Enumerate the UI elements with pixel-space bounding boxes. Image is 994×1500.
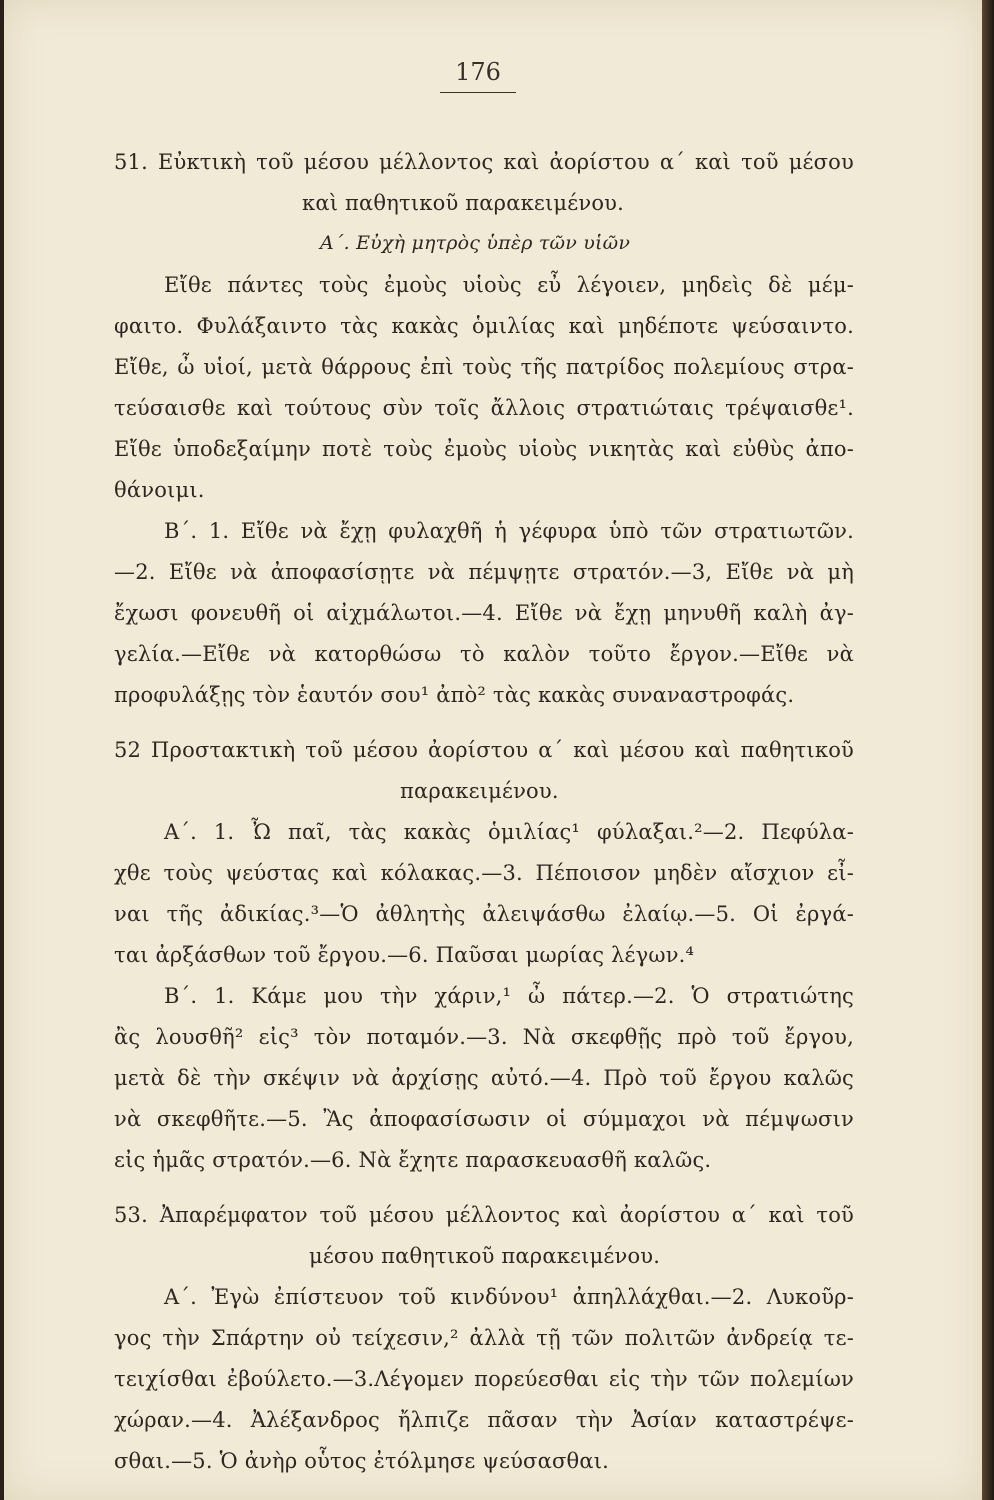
book-edge	[982, 0, 994, 1500]
text-line: χθε τοὺς ψεύστας καὶ κόλακας.—3. Πέποισον μηδὲν αἴσχιον εἶ-	[114, 861, 854, 885]
text-line: ται ἀρξάσθων τοῦ ἔργου.—6. Παῦσαι μωρίας λέγων.⁴	[114, 943, 695, 967]
text-line: Β΄. 1. Εἴθε νὰ ἔχῃ φυλαχθῆ ἡ γέφυρα ὑπὸ τῶν στρατιωτῶν.	[164, 519, 854, 543]
text-line: χώραν.—4. Ἀλέξανδρος ἤλπιζε πᾶσαν τὴν Ἀσίαν καταστρέψε-	[114, 1408, 854, 1432]
text-line: σθαι.—5. Ὁ ἀνὴρ οὗτος ἐτόλμησε ψεύσασθαι.	[114, 1449, 610, 1473]
text-line: Εἴθε, ὦ υἱοί, μετὰ θάρρους ἐπὶ τοὺς τῆς πατρίδος πολεμίους στρα-	[114, 355, 854, 379]
text-line: —2. Εἴθε νὰ ἀποφασίσῃτε νὰ πέμψῃτε στρατόν.—3, Εἴθε νὰ μὴ	[114, 560, 854, 584]
page-number: 176	[440, 58, 516, 93]
section-53-heading-line-1: 53. Ἀπαρέμφατον τοῦ μέσου μέλλοντος καὶ ἀορίστου α΄ καὶ τοῦ	[114, 1203, 854, 1227]
text-line: Εἴθε ὑποδεξαίμην ποτὲ τοὺς ἐμοὺς υἱοὺς νικητὰς καὶ εὐθὺς ἀπο-	[114, 437, 854, 461]
text-line: Εἴθε πάντες τοὺς ἐμοὺς υἱοὺς εὖ λέγοιεν, μηδεὶς δὲ μέμ-	[164, 273, 854, 297]
section-51-heading-line-1: 51. Εὐκτικὴ τοῦ μέσου μέλλοντος καὶ ἀορίστου α΄ καὶ τοῦ μέσου	[114, 150, 854, 174]
text-line: μετὰ δὲ τὴν σκέψιν νὰ ἀρχίσῃς αὐτό.—4. Πρὸ τοῦ ἔργου καλῶς	[114, 1066, 854, 1090]
section-53-heading-line-2: μέσου παθητικοῦ παρακειμένου.	[309, 1244, 661, 1268]
subsection-title: Α΄. Εὐχὴ μητρὸς ὑπὲρ τῶν υἱῶν	[320, 232, 631, 254]
text-line: νὰ σκεφθῆτε.—5. Ἂς ἀποφασίσωσιν οἱ σύμμαχοι νὰ πέμψωσιν	[114, 1107, 854, 1131]
section-52-heading-line-1: 52 Προστακτικὴ τοῦ μέσου ἀορίστου α΄ καὶ μέσου καὶ παθητικοῦ	[114, 738, 854, 762]
text-line: θάνοιμι.	[114, 478, 205, 502]
text-line: γος τὴν Σπάρτην οὐ τείχεσιν,² ἀλλὰ τῇ τῶν πολιτῶν ἀνδρείᾳ τε-	[114, 1326, 854, 1350]
text-line: προφυλάξῃς τὸν ἑαυτόν σου¹ ἀπὸ² τὰς κακὰς συναναστροφάς.	[114, 683, 795, 707]
text-line: Α΄. 1. Ὦ παῖ, τὰς κακὰς ὁμιλίας¹ φύλαξαι.²—2. Πεφύλα-	[164, 820, 854, 844]
book-page	[4, 0, 982, 1500]
text-line: ναι τῆς ἀδικίας.³—Ὁ ἀθλητὴς ἀλειψάσθω ἐλαίῳ.—5. Οἱ ἐργά-	[114, 902, 854, 926]
section-51-heading-line-2: καὶ παθητικοῦ παρακειμένου.	[302, 191, 625, 215]
text-line: τειχίσθαι ἐβούλετο.—3.Λέγομεν πορεύεσθαι εἰς τὴν τῶν πολεμίων	[114, 1367, 854, 1391]
text-line: Α΄. Ἐγὼ ἐπίστευον τοῦ κινδύνου¹ ἀπηλλάχθαι.—2. Λυκοῦρ-	[164, 1285, 854, 1309]
text-line: Β΄. 1. Κάμε μου τὴν χάριν,¹ ὦ πάτερ.—2. Ὁ στρατιώτης	[164, 984, 854, 1008]
text-line: ἔχωσι φονευθῆ οἱ αἰχμάλωτοι.—4. Εἴθε νὰ ἔχῃ μηνυθῆ καλὴ ἀγ-	[114, 601, 854, 625]
text-line: γελία.—Εἴθε νὰ κατορθώσω τὸ καλὸν τοῦτο ἔργον.—Εἴθε νὰ	[114, 642, 854, 666]
text-line: εἰς ἡμᾶς στρατόν.—6. Νὰ ἔχητε παρασκευασθῆ καλῶς.	[114, 1148, 712, 1172]
text-line: τεύσαισθε καὶ τούτους σὺν τοῖς ἄλλοις στρατιώταις τρέψαισθε¹.	[114, 396, 854, 420]
text-line: φαιτο. Φυλάξαιντο τὰς κακὰς ὁμιλίας καὶ μηδέποτε ψεύσαιντο.	[114, 314, 854, 338]
text-line: ἂς λουσθῆ² εἰς³ τὸν ποταμόν.—3. Νὰ σκεφθῇς πρὸ τοῦ ἔργου,	[114, 1025, 854, 1049]
section-52-heading-line-2: παρακειμένου.	[400, 779, 559, 803]
